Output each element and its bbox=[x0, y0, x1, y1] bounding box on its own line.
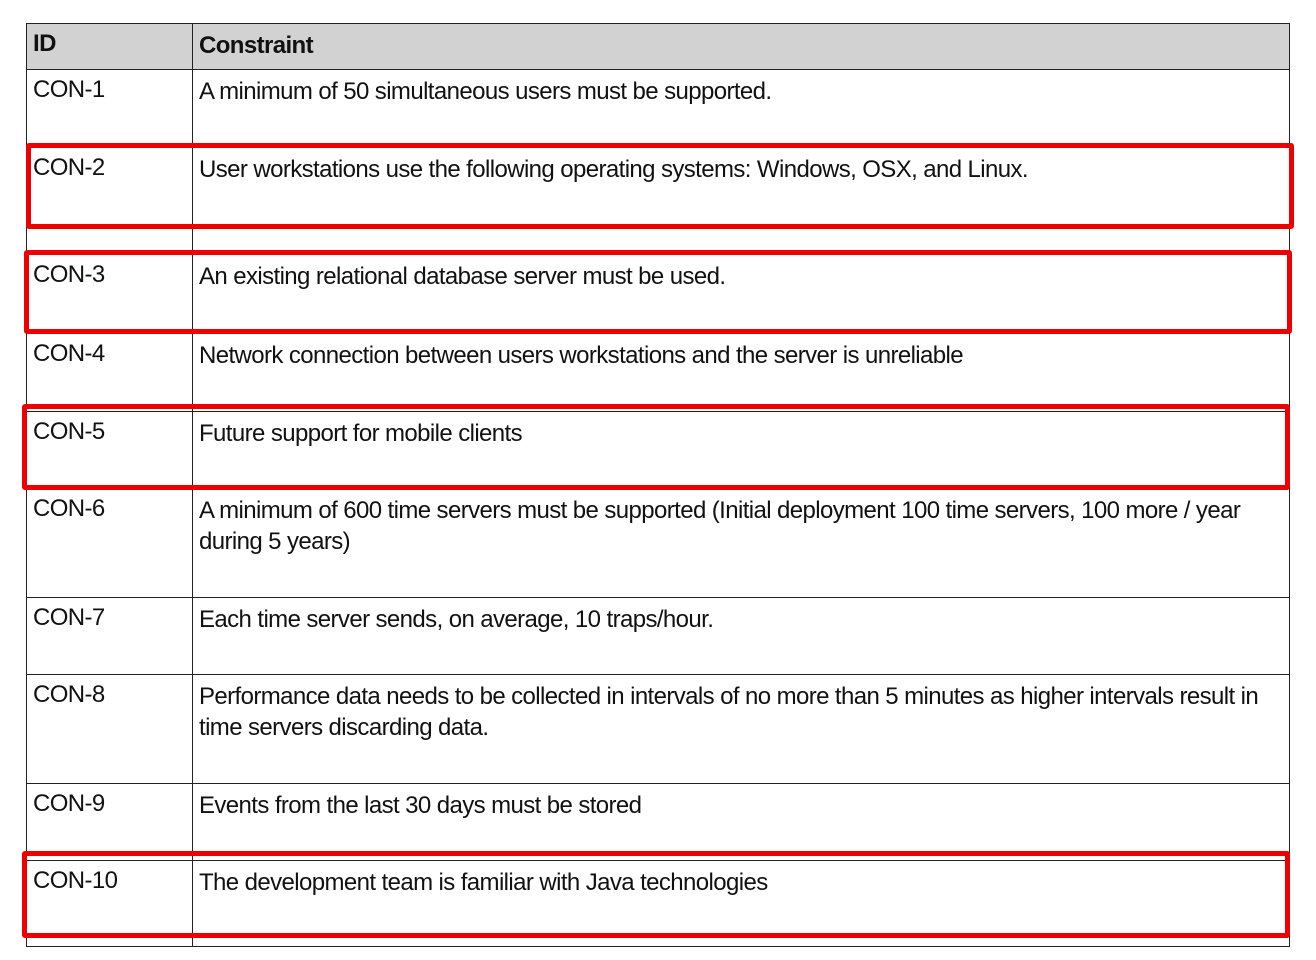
row-constraint: Performance data needs to be collected in intervals of no more than 5 minutes as higher intervals result in time servers discarding data. bbox=[199, 683, 1259, 741]
table-row bbox=[27, 861, 1289, 947]
header-id: ID bbox=[27, 24, 193, 69]
row-constraint: A minimum of 600 time servers must be supported (Initial deployment 100 time servers, 100 more / year during 5 years) bbox=[199, 497, 1241, 555]
row-constraint: Future support for mobile clients bbox=[199, 420, 523, 447]
row-id: CON-9 bbox=[27, 784, 193, 860]
row-constraint: Each time server sends, on average, 10 traps/hour. bbox=[199, 606, 714, 633]
row-constraint: The development team is familiar with Java technologies bbox=[199, 869, 768, 896]
row-constraint: A minimum of 50 simultaneous users must be supported. bbox=[199, 78, 772, 105]
row-id: CON-4 bbox=[27, 334, 193, 411]
table-header-row bbox=[27, 24, 1289, 70]
row-id: CON-2 bbox=[27, 148, 193, 254]
table-row bbox=[27, 334, 1289, 412]
row-id: CON-10 bbox=[27, 861, 193, 946]
header-constraint: Constraint bbox=[199, 32, 314, 59]
table-row bbox=[27, 489, 1289, 598]
row-id: CON-1 bbox=[27, 70, 193, 147]
row-id: CON-5 bbox=[27, 412, 193, 488]
row-id: CON-7 bbox=[27, 598, 193, 674]
table-row bbox=[27, 70, 1289, 148]
row-id: CON-8 bbox=[27, 675, 193, 783]
table-row bbox=[27, 675, 1289, 784]
table-row bbox=[27, 148, 1289, 255]
table-row bbox=[27, 784, 1289, 861]
row-id: CON-3 bbox=[27, 255, 193, 333]
table-row bbox=[27, 412, 1289, 489]
table-row bbox=[27, 598, 1289, 675]
row-constraint: Events from the last 30 days must be stored bbox=[199, 792, 642, 819]
row-constraint: Network connection between users workstations and the server is unreliable bbox=[199, 342, 964, 369]
table-row bbox=[27, 255, 1289, 334]
row-id: CON-6 bbox=[27, 489, 193, 597]
row-constraint: User workstations use the following operating systems: Windows, OSX, and Linux. bbox=[199, 156, 1028, 183]
row-constraint: An existing relational database server must be used. bbox=[199, 263, 726, 290]
constraints-table bbox=[26, 23, 1290, 947]
